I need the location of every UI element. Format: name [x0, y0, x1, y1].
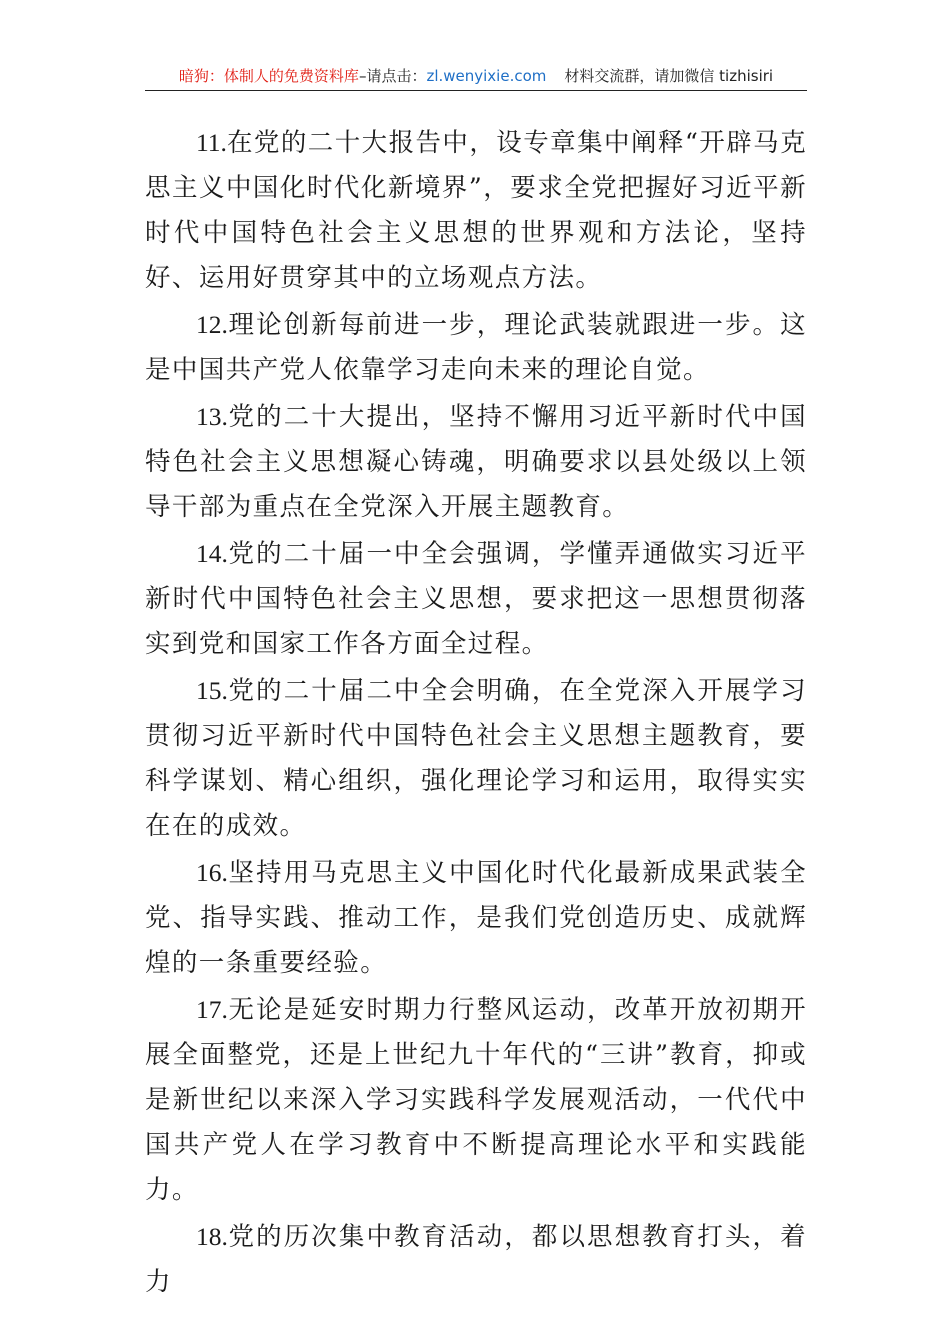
paragraph-11 — [145, 120, 807, 301]
paragraph-number: 18. — [196, 1222, 228, 1251]
header-url-link[interactable]: zl.wenyixie.com — [426, 67, 547, 85]
paragraph-number: 13. — [196, 402, 228, 431]
paragraph-number: 17. — [196, 995, 228, 1024]
paragraph-12 — [145, 302, 807, 393]
paragraph-text: 党的二十届二中全会明确，在全党深入开展学习贯彻习近平新时代中国特色社会主义思想主题教育，要科学谋划、精心组织，强化理论学习和运用，取得实实在在的成效。 — [145, 676, 807, 841]
paragraph-number: 15. — [196, 676, 228, 705]
paragraph-number: 16. — [196, 858, 228, 887]
paragraph-15 — [145, 668, 807, 849]
paragraph-text: 党的二十大提出，坚持不懈用习近平新时代中国特色社会主义思想凝心铸魂，明确要求以县处级以上领导干部为重点在全党深入开展主题教育。 — [145, 402, 807, 522]
page-header — [145, 64, 807, 91]
paragraph-number: 14. — [196, 539, 228, 568]
paragraph-17 — [145, 987, 807, 1213]
document-body — [145, 120, 807, 1306]
paragraph-13 — [145, 394, 807, 530]
paragraph-16 — [145, 850, 807, 986]
paragraph-text: 党的二十届一中全会强调，学懂弄通做实习近平新时代中国特色社会主义思想，要求把这一思想贯彻落实到党和国家工作各方面全过程。 — [145, 539, 807, 659]
paragraph-14 — [145, 531, 807, 667]
header-suffix: 材料交流群，请加微信 tizhisiri — [564, 67, 774, 85]
paragraph-number: 11. — [196, 128, 227, 157]
paragraph-text: 党的历次集中教育活动，都以思想教育打头，着力 — [145, 1222, 807, 1297]
header-prefix: 暗狗：体制人的免费资料库 — [178, 67, 359, 85]
paragraph-text: 坚持用马克思主义中国化时代化最新成果武装全党、指导实践、推动工作，是我们党创造历史、成就辉煌的一条重要经验。 — [145, 858, 807, 978]
paragraph-text: 无论是延安时期力行整风运动，改革开放初期开展全面整党，还是上世纪九十年代的“三讲”教育，抑或是新世纪以来深入学习实践科学发展观活动，一代代中国共产党人在学习教育中不断提高理论水平和实践能力。 — [145, 995, 807, 1205]
paragraph-18 — [145, 1214, 807, 1305]
paragraph-text: 理论创新每前进一步，理论武装就跟进一步。这是中国共产党人依靠学习走向未来的理论自觉。 — [145, 310, 807, 385]
header-click-label: –请点击： — [358, 67, 427, 85]
paragraph-text: 在党的二十大报告中，设专章集中阐释“开辟马克思主义中国化时代化新境界”，要求全党把握好习近平新时代中国特色社会主义思想的世界观和方法论，坚持好、运用好贯穿其中的立场观点方法。 — [145, 128, 807, 293]
paragraph-number: 12. — [196, 310, 228, 339]
